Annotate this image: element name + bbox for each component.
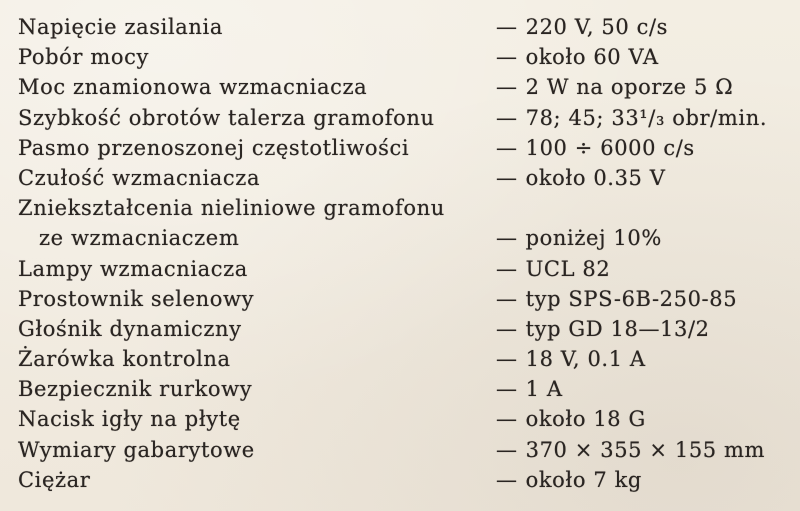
spec-value-wrap [496, 133, 695, 163]
dash: — [496, 15, 518, 39]
spec-value: typ SPS-6B-250-85 [525, 286, 738, 311]
spec-value-wrap [496, 404, 646, 434]
spec-value-wrap [496, 435, 765, 465]
dash: — [496, 377, 518, 402]
spec-value-wrap [496, 465, 642, 495]
spec-label: Napięcie zasilania [18, 15, 223, 39]
spec-value-wrap [496, 12, 668, 42]
spec-value: około 0.35 V [525, 165, 666, 190]
dash: — [496, 135, 518, 160]
spec-label: Zniekształcenia nieliniowe gramofonu [18, 196, 445, 221]
spec-row-needle-pressure [18, 404, 788, 434]
spec-value-wrap [496, 284, 737, 314]
spec-value: 78; 45; 33¹/₃ obr/min. [525, 105, 768, 130]
spec-value-wrap [496, 72, 733, 102]
spec-value: 1 A [525, 377, 563, 402]
spec-row-supply-voltage [18, 12, 788, 42]
spec-row-distortion-heading [18, 193, 788, 223]
dash: — [496, 45, 518, 70]
spec-label: Prostownik selenowy [18, 286, 255, 311]
spec-label: Pobór mocy [18, 45, 149, 70]
spec-label: Czułość wzmacniacza [18, 165, 261, 190]
spec-value: około 7 kg [525, 467, 642, 492]
spec-value-wrap [496, 163, 666, 193]
spec-value-wrap [496, 223, 662, 253]
spec-row-rectifier [18, 284, 788, 314]
spec-value-wrap [496, 254, 610, 284]
dash: — [496, 286, 518, 311]
spec-value: 220 V, 50 c/s [525, 15, 669, 39]
spec-row-fuse [18, 374, 788, 404]
spec-value-wrap [496, 103, 767, 133]
spec-label: Ciężar [18, 467, 91, 492]
spec-row-pilot-lamp [18, 344, 788, 374]
spec-label: Pasmo przenoszonej częstotliwości [18, 135, 410, 160]
spec-value: UCL 82 [525, 256, 611, 281]
spec-label: ze wzmacniaczem [39, 226, 240, 251]
dash: — [496, 347, 518, 372]
spec-row-frequency-band [18, 133, 788, 163]
spec-value: około 18 G [525, 407, 646, 432]
spec-label: Głośnik dynamiczny [18, 316, 242, 341]
spec-value: poniżej 10% [525, 226, 662, 251]
spec-row-sensitivity [18, 163, 788, 193]
spec-label: Moc znamionowa wzmacniacza [18, 75, 368, 100]
dash: — [496, 467, 518, 492]
spec-value: 18 V, 0.1 A [525, 347, 646, 372]
dash: — [496, 105, 518, 130]
spec-value: 2 W na oporze 5 Ω [525, 75, 734, 100]
spec-value: 370 × 355 × 155 mm [525, 437, 766, 462]
dash: — [496, 165, 518, 190]
spec-row-tubes [18, 254, 788, 284]
spec-row-distortion [18, 223, 788, 253]
spec-label: Bezpiecznik rurkowy [18, 377, 253, 402]
spec-table [18, 12, 788, 495]
dash: — [496, 226, 518, 251]
spec-value-wrap [496, 344, 646, 374]
spec-row-power-consumption [18, 42, 788, 72]
dash: — [496, 407, 518, 432]
spec-label: Szybkość obrotów talerza gramofonu [18, 105, 435, 130]
spec-row-turntable-speed [18, 103, 788, 133]
dash: — [496, 256, 518, 281]
dash: — [496, 75, 518, 100]
spec-value-wrap [496, 374, 563, 404]
spec-value: typ GD 18—13/2 [525, 316, 710, 341]
spec-label: Wymiary gabarytowe [18, 437, 255, 462]
spec-value: około 60 VA [525, 45, 659, 70]
dash: — [496, 316, 518, 341]
spec-row-dimensions [18, 435, 788, 465]
spec-value: 100 ÷ 6000 c/s [525, 135, 695, 160]
dash: — [496, 437, 518, 462]
spec-row-weight [18, 465, 788, 495]
spec-label: Lampy wzmacniacza [18, 256, 248, 281]
spec-row-amplifier-power [18, 72, 788, 102]
spec-label: Nacisk igły na płytę [18, 407, 241, 432]
spec-value-wrap [496, 42, 659, 72]
spec-row-speaker [18, 314, 788, 344]
spec-label: Żarówka kontrolna [18, 347, 231, 372]
spec-value-wrap [496, 314, 710, 344]
